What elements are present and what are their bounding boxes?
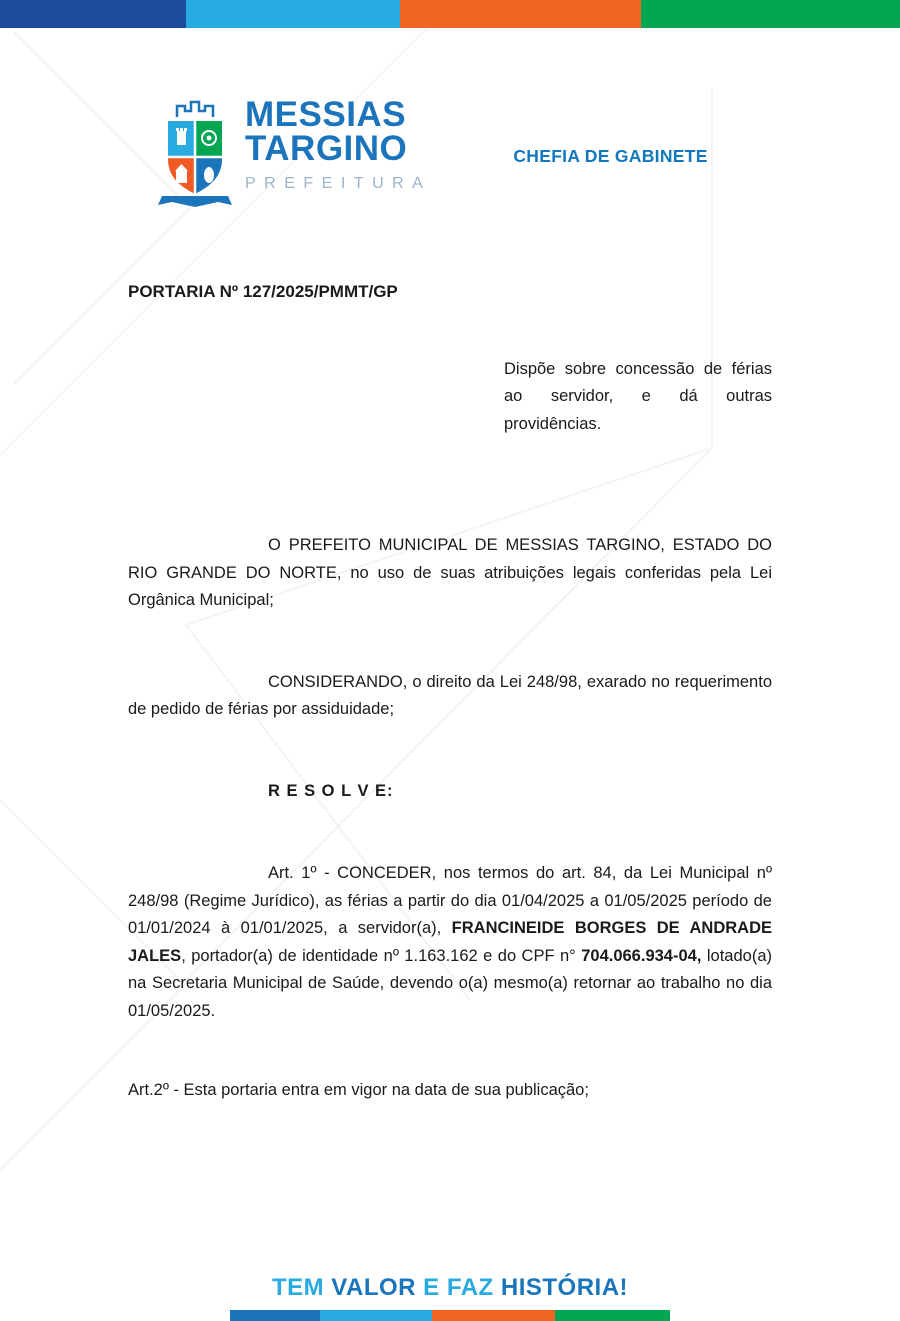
cpf-number: 704.066.934-04,: [581, 946, 702, 965]
slogan-part-historia: HISTÓRIA!: [500, 1274, 629, 1301]
document-body: [0, 278, 900, 1105]
servant-name: FRANCINEIDE BORGES DE ANDRADE JALES: [128, 919, 772, 965]
footer-slogan: [0, 1274, 900, 1302]
footer-bar-segment-orange: [432, 1310, 555, 1321]
article1-text-part3: lotado(a) na Secretaria Municipal de Saúde, devendo o(a) mesmo(a) retornar ao trabalho no dia 01/05/2025.: [128, 946, 772, 1020]
header-bar-segment-blue: [0, 0, 186, 28]
city-crest-logo: [155, 95, 432, 212]
header-bar-segment-green: [641, 0, 900, 28]
department-title: CHEFIA DE GABINETE: [513, 146, 708, 166]
slogan-part-tem: TEM: [271, 1274, 332, 1301]
article1-text-part2: , portador(a) de identidade nº 1.163.162 e do CPF n°: [181, 946, 582, 965]
header-bar-segment-cyan: [186, 0, 400, 28]
considering-paragraph: CONSIDERANDO, o direito da Lei 248/98, exarado no requerimento de pedido de férias por assiduidade;: [128, 672, 772, 718]
preamble-paragraph: O PREFEITO MUNICIPAL DE MESSIAS TARGINO, ESTADO DO RIO GRANDE DO NORTE, no uso de suas atribuições legais conferidas pela Lei Orgânica Municipal;: [128, 536, 772, 609]
crest-shield-icon: [155, 98, 235, 212]
slogan-part-efaz: E FAZ: [416, 1274, 501, 1301]
summary-clause: Dispõe sobre concessão de férias ao servidor, e dá outras providências.: [504, 359, 772, 433]
footer-color-bar: [230, 1310, 670, 1321]
document-title: PORTARIA Nº 127/2025/PMMT/GP: [128, 282, 398, 301]
header-bar-segment-orange: [400, 0, 641, 28]
footer-bar-segment-green: [555, 1310, 670, 1321]
article-1: [128, 860, 772, 1025]
article1-text-part1: Art. 1º - CONCEDER, nos termos do art. 84, da Lei Municipal nº 248/98 (Regime Jurídico), as férias a partir do dia 01/04/2025 a 01/05/2025 período de 01/01/2024 à 01/01/2025, a servidor(a),: [128, 864, 772, 937]
logo-wordmark-line1: MESSIAS: [245, 95, 407, 134]
footer-bar-segment-blue: [230, 1310, 320, 1321]
footer-bar-segment-cyan: [320, 1310, 432, 1321]
ribbon-banner-icon: [158, 196, 232, 207]
logo-wordmark-line2: TARGINO: [245, 129, 408, 168]
header-color-bar: [0, 0, 900, 28]
article-2: Art.2º - Esta portaria entra em vigor na data de sua publicação;: [128, 1081, 589, 1099]
slogan-part-valor: VALOR: [331, 1274, 417, 1301]
logo-subtitle: PREFEITURA: [245, 175, 432, 192]
crown-icon: [177, 102, 213, 117]
document-header: [155, 95, 900, 212]
resolve-heading: R E S O L V E:: [268, 781, 394, 800]
